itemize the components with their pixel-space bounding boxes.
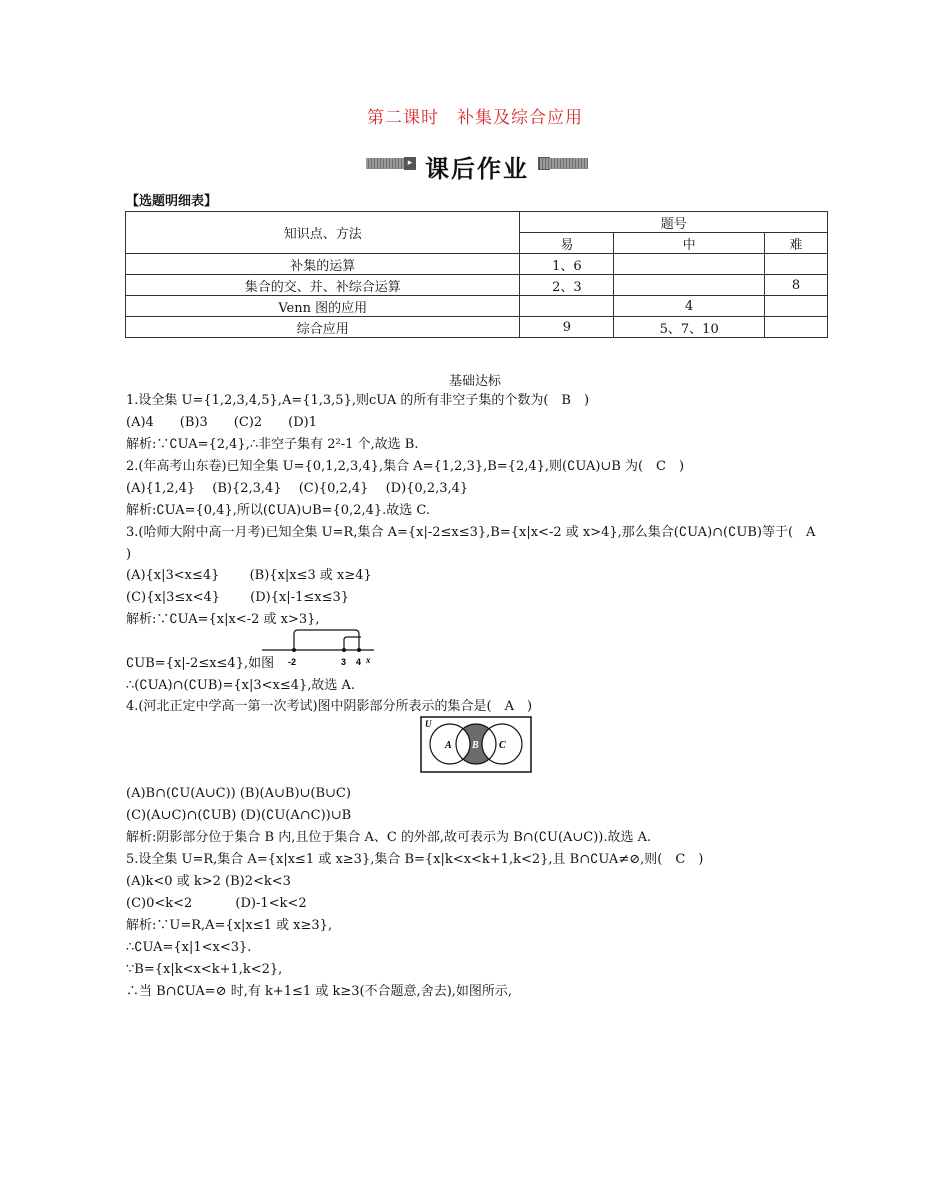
venn-diagram: [420, 716, 532, 773]
row-hard: [765, 254, 828, 275]
question-1-solution: 解析:∵∁UA={2,4},∴非空子集有 2²-1 个,故选 B.: [126, 437, 419, 452]
question-2-options: (A){1,2,4} (B){2,3,4} (C){0,2,4} (D){0,2,3,4}: [126, 481, 469, 496]
question-3: 3.(哈师大附中高一月考)已知全集 U=R,集合 A={x|-2≤x≤3},B={x|x<-2 或 x>4},那么集合(∁UA)∩(∁UB)等于( A: [126, 525, 816, 540]
row-hard: [765, 317, 828, 338]
question-5-options-cd: (C)0<k<2 (D)-1<k<2: [126, 896, 307, 911]
row-hard: [765, 296, 828, 317]
row-easy: 2、3: [520, 275, 614, 296]
point-3: [342, 648, 346, 652]
venn-label-a: A: [445, 740, 452, 751]
question-2-solution: 解析:∁UA={0,4},所以(∁UA)∪B={0,2,4}.故选 C.: [126, 503, 431, 518]
row-topic: 补集的运算: [126, 254, 520, 275]
question-1-options: (A)4 (B)3 (C)2 (D)1: [126, 415, 317, 430]
row-mid: 4: [614, 296, 765, 317]
row-topic: 综合应用: [126, 317, 520, 338]
number-line-bracket-b: [294, 630, 359, 650]
row-mid: [614, 254, 765, 275]
row-easy: 9: [520, 317, 614, 338]
question-2: 2.(年高考山东卷)已知全集 U={0,1,2,3,4},集合 A={1,2,3},B={2,4},则(∁UA)∪B 为( C ): [126, 459, 685, 474]
tick-label-3: 3: [341, 657, 347, 667]
table-row: [126, 254, 828, 275]
row-hard: 8: [765, 275, 828, 296]
point-minus-2: [292, 648, 296, 652]
page-title: 第二课时 补集及综合应用: [367, 108, 583, 128]
row-topic: Venn 图的应用: [126, 296, 520, 317]
header-topic: 知识点、方法: [126, 212, 520, 254]
row-mid: 5、7、10: [614, 317, 765, 338]
table-row: [126, 275, 828, 296]
question-5: 5.设全集 U=R,集合 A={x|x≤1 或 x≥3},集合 B={x|k<x<k+1,k<2},且 B∩∁UA≠⊘,则( C ): [126, 852, 704, 867]
row-topic: 集合的交、并、补综合运算: [126, 275, 520, 296]
question-4-solution: 解析:阴影部分位于集合 B 内,且位于集合 A、C 的外部,故可表示为 B∩(∁U(A∪C)).故选 A.: [126, 830, 652, 845]
detail-table: [125, 211, 828, 338]
row-easy: 1、6: [520, 254, 614, 275]
venn-label-c: C: [499, 740, 506, 751]
question-4-options-ab: (A)B∩(∁U(A∪C)) (B)(A∪B)∪(B∪C): [126, 786, 351, 801]
header-mid: 中: [614, 233, 765, 254]
table-row: [126, 317, 828, 338]
question-4: 4.(河北正定中学高一第一次考试)图中阴影部分所表示的集合是( A ): [126, 699, 533, 714]
point-4: [357, 648, 361, 652]
axis-label-x: x: [366, 655, 371, 665]
header-num: 题号: [520, 212, 828, 233]
tick-label-minus-2: -2: [288, 657, 297, 667]
row-easy: [520, 296, 614, 317]
row-mid: [614, 275, 765, 296]
venn-label-b: B: [472, 740, 479, 751]
question-3-options-ab: (A){x|3<x≤4} (B){x|x≤3 或 x≥4}: [126, 568, 372, 583]
banner-bar-right: [540, 158, 588, 169]
table-header-row: [126, 212, 828, 233]
table-row: [126, 296, 828, 317]
question-3-solution-2: ∁UB={x|-2≤x≤4},如图: [126, 656, 275, 671]
table-label: 【选题明细表】: [126, 194, 218, 209]
question-3-tail: ): [126, 547, 132, 562]
question-5-solution-4: ∴当 B∩∁UA=⊘ 时,有 k+1≤1 或 k≥3(不合题意,舍去),如图所示,: [126, 984, 513, 999]
banner-title: 课后作业: [425, 155, 529, 183]
tick-label-4: 4: [356, 657, 362, 667]
question-5-solution-2: ∴∁UA={x|1<x<3}.: [126, 940, 252, 955]
number-line-diagram: [262, 628, 382, 670]
banner-arrow-left-icon: ▸: [404, 157, 416, 170]
header-hard: 难: [765, 233, 828, 254]
header-easy: 易: [520, 233, 614, 254]
question-5-solution-1: 解析:∵U=R,A={x|x≤1 或 x≥3},: [126, 918, 333, 933]
question-3-solution-3: ∴(∁UA)∩(∁UB)={x|3<x≤4},故选 A.: [126, 678, 356, 693]
question-4-options-cd: (C)(A∪C)∩(∁UB) (D)(∁U(A∩C))∪B: [126, 808, 352, 823]
question-3-solution-1: 解析:∵∁UA={x|x<-2 或 x>3},: [126, 612, 320, 627]
venn-label-u: U: [425, 719, 432, 729]
question-3-options-cd: (C){x|3≤x<4} (D){x|-1≤x≤3}: [126, 590, 350, 605]
question-5-solution-3: ∵B={x|k<x<k+1,k<2},: [126, 962, 283, 977]
question-5-options-ab: (A)k<0 或 k>2 (B)2<k<3: [126, 874, 291, 889]
section-subtitle: 基础达标: [448, 374, 501, 389]
section-banner: [366, 150, 588, 183]
question-1: 1.设全集 U={1,2,3,4,5},A={1,3,5},则cUA 的所有非空子集的个数为( B ): [126, 393, 590, 408]
